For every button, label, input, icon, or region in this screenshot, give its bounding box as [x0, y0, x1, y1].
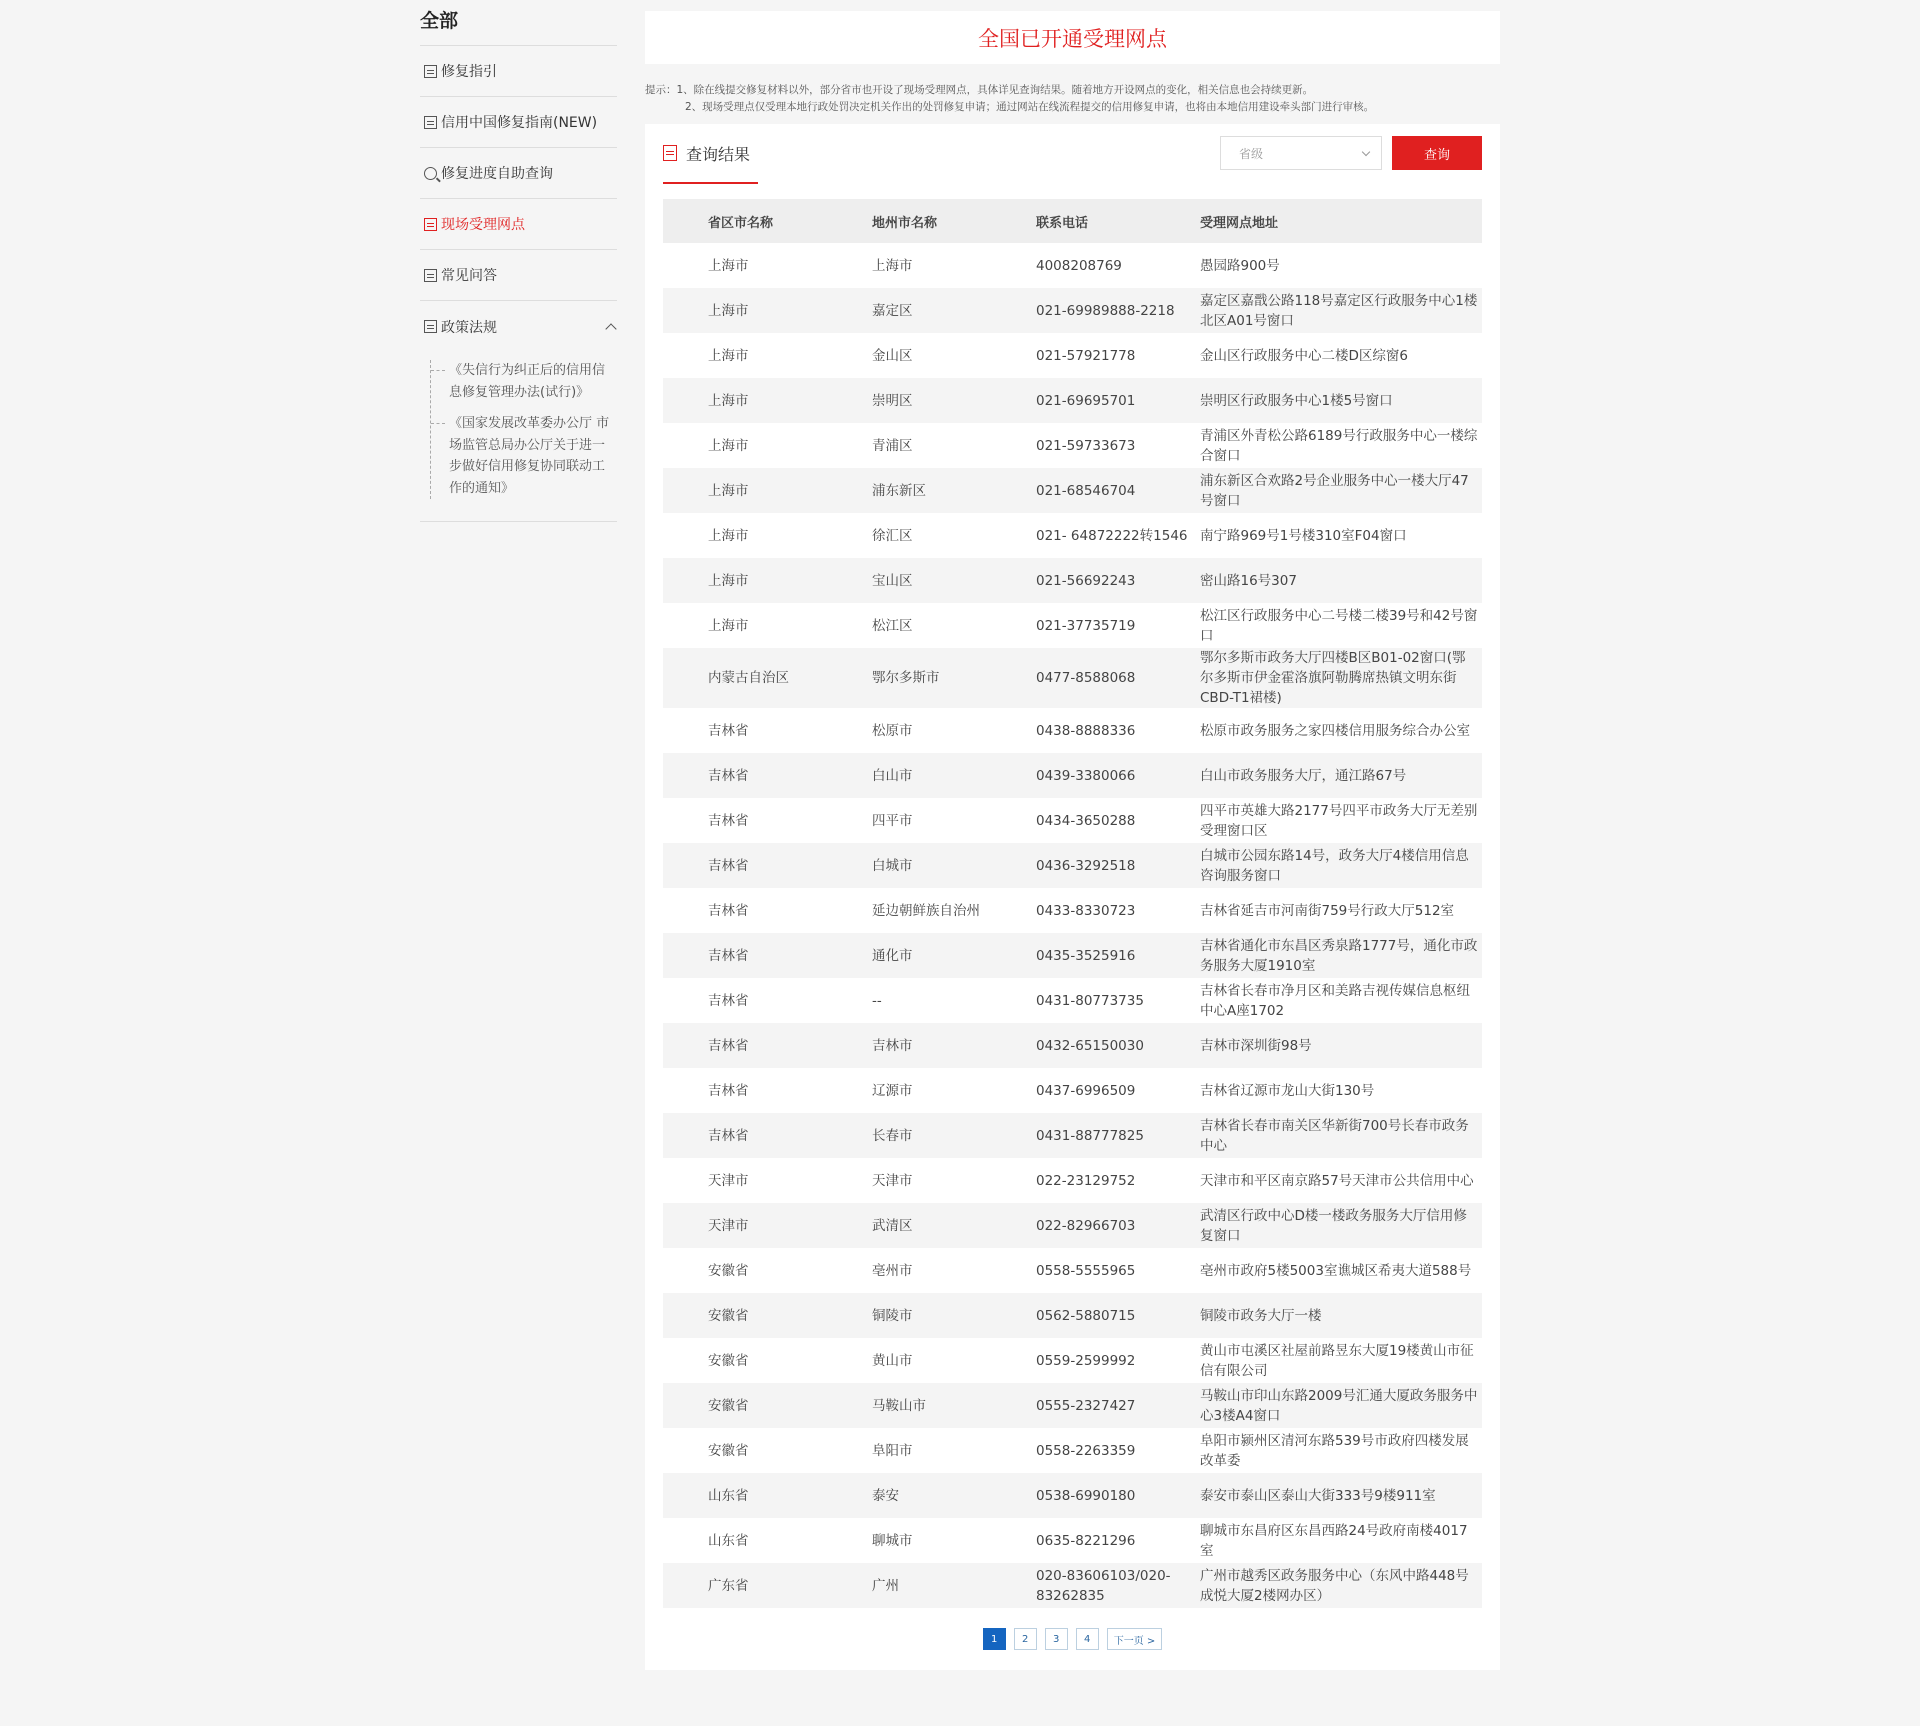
cell-province: 安徽省 [708, 1397, 749, 1414]
cell-province: 上海市 [708, 482, 749, 499]
cell-city: 延边朝鲜族自治州 [872, 902, 980, 919]
col-header-address: 受理网点地址 [1200, 215, 1279, 231]
cell-province: 吉林省 [708, 1082, 749, 1099]
cell-phone: 0439-3380066 [1036, 767, 1136, 784]
cell-phone: 0434-3650288 [1036, 812, 1136, 829]
cell-phone: 021-57921778 [1036, 347, 1136, 364]
cell-address: 聊城市东昌府区东昌西路24号政府南楼4017室 [1200, 1522, 1468, 1559]
table-row [663, 558, 1482, 603]
table-row [663, 513, 1482, 558]
table-row [663, 1203, 1482, 1248]
cell-city: 松江区 [872, 617, 913, 634]
cell-province: 上海市 [708, 527, 749, 544]
table-row [663, 1383, 1482, 1428]
cell-city: 浦东新区 [872, 482, 926, 499]
document-icon [424, 218, 437, 231]
row-padding [663, 1293, 708, 1338]
row-padding [663, 378, 708, 423]
row-padding [663, 1383, 708, 1428]
row-padding [663, 1248, 708, 1293]
table-row [663, 1293, 1482, 1338]
cell-phone: 0433-8330723 [1036, 902, 1136, 919]
cell-address: 嘉定区嘉戬公路118号嘉定区行政服务中心1楼北区A01号窗口 [1200, 292, 1478, 329]
cell-province: 吉林省 [708, 947, 749, 964]
policy-link[interactable]: 《国家发展改革委办公厅 市场监管总局办公厅关于进一步做好信用修复协同联动工作的通知》 [449, 413, 617, 499]
query-button[interactable]: 查询 [1392, 136, 1482, 170]
cell-phone: 0437-6996509 [1036, 1082, 1136, 1099]
page-title: 全国已开通受理网点 [978, 26, 1167, 51]
main-content [645, 11, 1500, 1670]
table-row [663, 1068, 1482, 1113]
cell-province: 上海市 [708, 572, 749, 589]
cell-city: 天津市 [872, 1172, 913, 1189]
sidebar [420, 0, 617, 522]
table-row [663, 1563, 1482, 1608]
cell-phone: 0635-8221296 [1036, 1532, 1136, 1549]
cell-phone: 021-56692243 [1036, 572, 1136, 589]
cell-province: 安徽省 [708, 1307, 749, 1324]
row-padding [663, 1518, 708, 1563]
results-tab [663, 124, 758, 184]
col-header-province: 省区市名称 [708, 215, 774, 231]
table-row [663, 843, 1482, 888]
row-padding [663, 753, 708, 798]
row-padding [663, 843, 708, 888]
table-row [663, 1248, 1482, 1293]
cell-province: 吉林省 [708, 857, 749, 874]
results-panel [645, 124, 1500, 1670]
cell-address: 天津市和平区南京路57号天津市公共信用中心 [1200, 1172, 1474, 1189]
cell-address: 黄山市屯溪区社屋前路昱东大厦19楼黄山市征信有限公司 [1200, 1342, 1474, 1379]
cell-city: 马鞍山市 [872, 1397, 926, 1414]
tips-line-2: 2、现场受理点仅受理本地行政处罚决定机关作出的处罚修复申请；通过网站在线流程提交的信用修复申请，也将由本地信用建设牵头部门进行审核。 [685, 101, 1375, 113]
table-row [663, 1023, 1482, 1068]
cell-province: 上海市 [708, 257, 749, 274]
cell-phone: 0555-2327427 [1036, 1397, 1136, 1414]
page-button-1[interactable]: 1 [983, 1628, 1006, 1650]
tips-label: 提示： [645, 84, 677, 96]
cell-phone: 0431-80773735 [1036, 992, 1144, 1009]
cell-address: 吉林省长春市南关区华新街700号长春市政务中心 [1200, 1117, 1469, 1154]
cell-phone: 0477-8588068 [1036, 670, 1136, 686]
cell-province: 天津市 [708, 1172, 749, 1189]
results-title: 查询结果 [686, 144, 751, 164]
cell-province: 吉林省 [708, 992, 749, 1009]
cell-province: 上海市 [708, 302, 749, 319]
cell-province: 上海市 [708, 347, 749, 364]
cell-phone: 0436-3292518 [1036, 857, 1136, 874]
table-row [663, 378, 1482, 423]
cell-address: 崇明区行政服务中心1楼5号窗口 [1200, 392, 1393, 409]
cell-address: 愚园路900号 [1200, 257, 1280, 274]
cell-province: 安徽省 [708, 1352, 749, 1369]
sidebar-item-label: 政策法规 [441, 319, 497, 336]
row-padding [663, 888, 708, 933]
table-row [663, 603, 1482, 648]
row-padding [663, 1068, 708, 1113]
cell-city: 泰安 [872, 1487, 899, 1504]
cell-city: 崇明区 [872, 392, 913, 409]
cell-city: 四平市 [872, 812, 913, 829]
table-row [663, 708, 1482, 753]
tips [645, 64, 1500, 124]
cell-address: 南宁路969号1号楼310室F04窗口 [1200, 527, 1407, 544]
cell-city: 亳州市 [872, 1262, 913, 1279]
cell-province: 上海市 [708, 392, 749, 409]
col-header-phone: 联系电话 [1036, 215, 1089, 231]
cell-city: 武清区 [872, 1217, 913, 1234]
cell-city: 嘉定区 [872, 302, 913, 319]
cell-address: 金山区行政服务中心二楼D区综窗6 [1200, 347, 1408, 364]
row-padding [663, 708, 708, 753]
cell-phone: 0558-2263359 [1036, 1442, 1136, 1459]
cell-address: 密山路16号307 [1200, 572, 1297, 589]
sidebar-item-policies[interactable] [420, 301, 617, 352]
row-padding [663, 648, 708, 708]
row-padding [663, 933, 708, 978]
cell-phone: 4008208769 [1036, 257, 1122, 274]
cell-province: 吉林省 [708, 722, 749, 739]
cell-address: 白城市公园东路14号，政务大厅4楼信用信息咨询服务窗口 [1200, 847, 1469, 884]
table-row [663, 933, 1482, 978]
table-row [663, 1518, 1482, 1563]
policy-link[interactable]: 《失信行为纠正后的信用信息修复管理办法(试行)》 [449, 360, 617, 403]
row-padding [663, 288, 708, 333]
cell-city: 宝山区 [872, 572, 913, 589]
cell-province: 安徽省 [708, 1262, 749, 1279]
province-select-value: 省级 [1239, 146, 1264, 161]
cell-phone: 021-59733673 [1036, 437, 1136, 454]
row-padding [663, 423, 708, 468]
cell-address: 鄂尔多斯市政务大厅四楼B区B01-02窗口(鄂尔多斯市伊金霍洛旗阿勒腾席热镇文明东街CBD-T1裙楼) [1200, 650, 1466, 706]
cell-city: 通化市 [872, 947, 913, 964]
sidebar-item-onsite-points[interactable] [420, 199, 617, 250]
cell-city: 金山区 [872, 347, 913, 364]
table-row [663, 888, 1482, 933]
row-padding [663, 603, 708, 648]
row-padding [663, 468, 708, 513]
page-button-4[interactable]: 4 [1076, 1628, 1099, 1650]
cell-province: 吉林省 [708, 1127, 749, 1144]
cell-city: 辽源市 [872, 1082, 913, 1099]
sidebar-item-label: 修复进度自助查询 [441, 166, 553, 182]
cell-city: 松原市 [872, 722, 913, 739]
cell-address: 松原市政务服务之家四楼信用服务综合办公室 [1200, 722, 1470, 739]
cell-address: 铜陵市政务大厅一楼 [1200, 1307, 1322, 1324]
row-padding [663, 1158, 708, 1203]
cell-city: 阜阳市 [872, 1442, 913, 1459]
table-row [663, 468, 1482, 513]
sidebar-item-repair-guide[interactable] [420, 46, 617, 97]
row-padding [663, 1338, 708, 1383]
row-padding [663, 243, 708, 288]
cell-phone: 0435-3525916 [1036, 947, 1136, 964]
cell-province: 上海市 [708, 617, 749, 634]
sidebar-item-label: 常见问答 [441, 268, 497, 284]
cell-province: 安徽省 [708, 1442, 749, 1459]
pagination [663, 1628, 1482, 1650]
cell-province: 吉林省 [708, 1037, 749, 1054]
cell-address: 阜阳市颍州区清河东路539号市政府四楼发展改革委 [1200, 1432, 1469, 1469]
search-icon [424, 167, 437, 180]
sidebar-item-label: 现场受理网点 [441, 217, 525, 233]
row-padding [663, 1023, 708, 1068]
cell-address: 广州市越秀区政务服务中心（东风中路448号成悦大厦2楼网办区） [1200, 1567, 1469, 1604]
cell-phone: 0562-5880715 [1036, 1307, 1136, 1324]
cell-phone: 0432-65150030 [1036, 1037, 1144, 1054]
table-row [663, 753, 1482, 798]
cell-address: 吉林省通化市东昌区秀泉路1777号，通化市政务服务大厦1910室 [1200, 937, 1478, 974]
sidebar-item-label: 修复指引 [441, 64, 497, 80]
col-header-city: 地州市名称 [872, 215, 938, 231]
cell-city: 长春市 [872, 1127, 913, 1144]
cell-province: 内蒙古自治区 [708, 670, 789, 686]
row-padding [663, 558, 708, 603]
cell-address: 吉林省长春市净月区和美路吉视传媒信息枢纽中心A座1702 [1200, 982, 1470, 1019]
cell-phone: 0558-5555965 [1036, 1262, 1136, 1279]
cell-address: 吉林市深圳街98号 [1200, 1037, 1312, 1054]
row-padding [663, 978, 708, 1023]
cell-phone: 021-69695701 [1036, 392, 1136, 409]
table-row [663, 978, 1482, 1023]
cell-phone: 0559-2599992 [1036, 1352, 1136, 1369]
cell-province: 吉林省 [708, 767, 749, 784]
cell-city: 黄山市 [872, 1352, 913, 1369]
cell-address: 武清区行政中心D楼一楼政务服务大厅信用修复窗口 [1200, 1207, 1467, 1244]
page-button-3[interactable]: 3 [1045, 1628, 1068, 1650]
table-row [663, 288, 1482, 333]
cell-address: 松江区行政服务中心二号楼二楼39号和42号窗口 [1200, 607, 1478, 644]
cell-address: 青浦区外青松公路6189号行政服务中心一楼综合窗口 [1200, 427, 1478, 464]
page-title-box [645, 11, 1500, 64]
cell-city: 徐汇区 [872, 527, 913, 544]
report-icon [663, 145, 677, 161]
cell-province: 吉林省 [708, 812, 749, 829]
cell-phone: 021-37735719 [1036, 617, 1136, 634]
tips-line-1: 1、除在线提交修复材料以外，部分省市也开设了现场受理网点，具体详见查询结果。随着地方开设网点的变化，相关信息也会持续更新。 [676, 84, 1314, 96]
cell-city: 鄂尔多斯市 [872, 670, 940, 686]
row-padding [663, 1428, 708, 1473]
cell-address: 白山市政务服务大厅，通江路67号 [1200, 767, 1407, 784]
cell-phone: 021-68546704 [1036, 482, 1136, 499]
cell-city: -- [872, 992, 882, 1009]
cell-address: 四平市英雄大路2177号四平市政务大厅无差别受理窗口区 [1200, 802, 1478, 839]
row-padding [663, 513, 708, 558]
cell-province: 山东省 [708, 1487, 749, 1504]
row-padding [663, 1203, 708, 1248]
cell-province: 广东省 [708, 1577, 749, 1594]
cell-city: 聊城市 [872, 1532, 913, 1549]
cell-province: 天津市 [708, 1217, 749, 1234]
table-row [663, 243, 1482, 288]
sidebar-item-progress-query[interactable] [420, 148, 617, 199]
table-row [663, 798, 1482, 843]
page-button-2[interactable]: 2 [1014, 1628, 1037, 1650]
cell-address: 马鞍山市印山东路2009号汇通大厦政务服务中心3楼A4窗口 [1200, 1387, 1478, 1424]
province-select[interactable] [1220, 136, 1382, 170]
row-padding [663, 1563, 708, 1608]
table-row [663, 1158, 1482, 1203]
table-row [663, 1473, 1482, 1518]
document-icon [424, 116, 437, 129]
cell-city: 铜陵市 [872, 1307, 913, 1324]
results-header [663, 124, 1482, 184]
cell-province: 吉林省 [708, 902, 749, 919]
document-icon [424, 65, 437, 78]
row-padding [663, 798, 708, 843]
document-icon [424, 320, 437, 333]
policy-list [420, 352, 617, 522]
table-header-row [663, 199, 1482, 243]
table-row [663, 1428, 1482, 1473]
cell-address: 亳州市政府5楼5003室谯城区希夷大道588号 [1200, 1262, 1472, 1279]
row-padding [663, 333, 708, 378]
cell-city: 白山市 [872, 767, 913, 784]
cell-phone: 0538-6990180 [1036, 1487, 1136, 1504]
chevron-down-icon [1362, 148, 1370, 156]
cell-city: 广州 [872, 1577, 899, 1594]
cell-phone: 0431-88777825 [1036, 1127, 1144, 1144]
next-page-button[interactable]: 下一页 > [1107, 1628, 1163, 1650]
cell-city: 上海市 [872, 257, 913, 274]
sidebar-item-label: 信用中国修复指南(NEW) [441, 115, 598, 131]
cell-address: 吉林省辽源市龙山大街130号 [1200, 1082, 1375, 1099]
table-row [663, 423, 1482, 468]
row-padding [663, 1113, 708, 1158]
document-icon [424, 269, 437, 282]
cell-city: 吉林市 [872, 1037, 913, 1054]
cell-city: 白城市 [872, 857, 913, 874]
cell-phone: 021- 64872222转1546 [1036, 527, 1188, 544]
cell-address: 浦东新区合欢路2号企业服务中心一楼大厅47号窗口 [1200, 472, 1469, 509]
row-padding [663, 1473, 708, 1518]
table-row [663, 648, 1482, 708]
cell-city: 青浦区 [872, 437, 913, 454]
cell-phone: 0438-8888336 [1036, 722, 1136, 739]
sidebar-title: 全部 [420, 0, 617, 46]
table-row [663, 1113, 1482, 1158]
cell-address: 泰安市泰山区泰山大街333号9楼911室 [1200, 1487, 1436, 1504]
cell-phone: 020-83606103/020-83262835 [1036, 1567, 1171, 1604]
cell-phone: 022-82966703 [1036, 1217, 1136, 1234]
table-row [663, 1338, 1482, 1383]
table-row [663, 333, 1482, 378]
cell-address: 吉林省延吉市河南街759号行政大厅512室 [1200, 902, 1455, 919]
cell-phone: 022-23129752 [1036, 1172, 1136, 1189]
chevron-up-icon[interactable] [605, 323, 616, 334]
results-table [663, 199, 1482, 1608]
cell-province: 山东省 [708, 1532, 749, 1549]
sidebar-item-faq[interactable] [420, 250, 617, 301]
cell-province: 上海市 [708, 437, 749, 454]
sidebar-item-repair-manual[interactable] [420, 97, 617, 148]
cell-phone: 021-69989888-2218 [1036, 302, 1175, 319]
